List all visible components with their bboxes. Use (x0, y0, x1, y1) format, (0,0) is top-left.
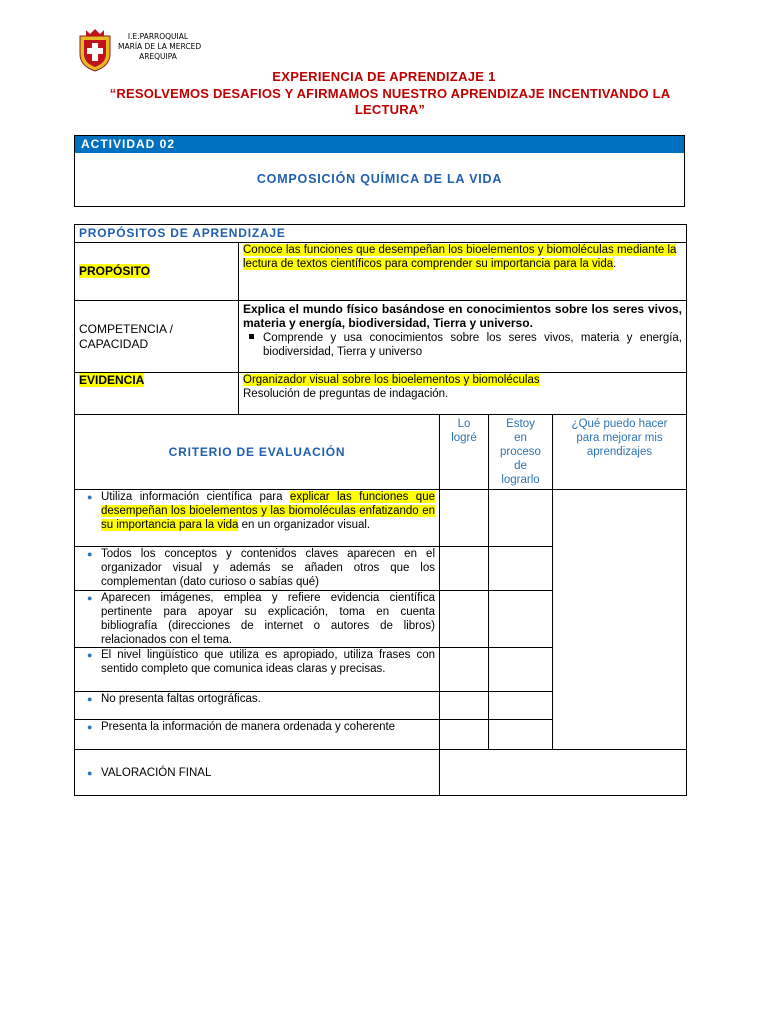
capacidad-item (243, 331, 682, 359)
competencia-cell (239, 301, 687, 373)
competencia-text: Explica el mundo físico basándose en conocimientos sobre los seres vivos, materia y energía, biodiversidad, Tierra y universo. (243, 302, 682, 330)
bullet-icon: ● (87, 593, 93, 603)
check-logre[interactable] (440, 547, 489, 591)
check-logre[interactable] (440, 490, 489, 547)
school-line: I.E.PARROQUIAL (127, 32, 189, 41)
check-proceso[interactable] (489, 547, 553, 591)
evidencia-cell (239, 373, 687, 415)
criterion-row (75, 490, 440, 547)
evidencia-text-1: Organizador visual sobre los bioelementos y biomoléculas (243, 374, 540, 386)
criterion-row (75, 547, 440, 591)
check-proceso[interactable] (489, 490, 553, 547)
proposito-cell (239, 243, 687, 301)
check-logre[interactable] (440, 591, 489, 648)
check-proceso[interactable] (489, 591, 553, 648)
evidencia-text-2: Resolución de preguntas de indagación. (243, 388, 449, 400)
school-line: MARÍA DE LA MERCED (118, 42, 202, 51)
document-title: EXPERIENCIA DE APRENDIZAJE 1 (272, 69, 496, 84)
school-line: AREQUIPA (139, 52, 177, 61)
improvement-cell[interactable] (553, 490, 687, 750)
criterion-text: El nivel lingüístico que utiliza es apropiado, utiliza frases con sentido completo que comunica ideas claras y precisas. (101, 649, 435, 675)
check-logre[interactable] (440, 720, 489, 750)
bullet-icon: ● (87, 549, 93, 559)
final-label: VALORACIÓN FINAL (101, 766, 212, 779)
final-value[interactable] (440, 750, 687, 796)
check-logre[interactable] (440, 648, 489, 692)
check-proceso[interactable] (489, 692, 553, 720)
competencia-label: COMPETENCIA / CAPACIDAD (75, 301, 239, 373)
bullet-icon: ● (87, 650, 93, 660)
check-proceso[interactable] (489, 648, 553, 692)
check-proceso[interactable] (489, 720, 553, 750)
bullet-icon: ● (87, 694, 93, 704)
capacidad-text: Comprende y usa conocimientos sobre los seres vivos, materia y energía, biodiversidad, Tierra y universo (263, 332, 682, 358)
proposito-end: . (613, 258, 617, 270)
col-mejorar: ¿Qué puedo hacer para mejorar mis aprendizajes (553, 415, 687, 490)
criterion-text: No presenta faltas ortográficas. (101, 693, 261, 705)
proposito-label: PROPÓSITO (79, 264, 151, 278)
criterion-text: Utiliza información científica para explicar las funciones que desempeñan los bioelementos y las biomoléculas enfatizando en su importancia para la vida en un organizador visual. (101, 491, 435, 531)
activity-label: ACTIVIDAD 02 (75, 136, 684, 153)
square-bullet-icon (249, 334, 254, 339)
activity-topic: COMPOSICIÓN QUÍMICA DE LA VIDA (256, 172, 503, 186)
proposito-label-cell (75, 243, 239, 301)
final-row (75, 750, 440, 796)
purposes-heading: PROPÓSITOS DE APRENDIZAJE (75, 225, 687, 243)
criterion-row (75, 591, 440, 648)
school-crest-icon (76, 28, 114, 72)
evidencia-label-cell (75, 373, 239, 415)
proposito-text: Conoce las funciones que desempeñan los bioelementos y biomoléculas mediante la lectura de textos científicos para comprender su importancia para la vida (243, 244, 677, 270)
col-logre: Lo logré (440, 415, 489, 490)
check-logre[interactable] (440, 692, 489, 720)
col-proceso: Estoy en proceso de lograrlo (489, 415, 553, 490)
bullet-icon: ● (87, 767, 93, 778)
learning-table (74, 224, 687, 796)
criterion-row (75, 720, 440, 750)
criterion-text: Todos los conceptos y contenidos claves aparecen en el organizador visual y además se añaden otros que los complementan (dato curioso o sabías qué) (101, 548, 435, 588)
bullet-icon: ● (87, 722, 93, 732)
school-name (118, 32, 202, 62)
criterion-text: Aparecen imágenes, emplea y refiere evidencia científica pertinente para apoyar su explicación, toma en cuenta bibliografía (direcciones de internet o autores de libros) relacionados con el tema. (101, 592, 435, 646)
bullet-icon: ● (87, 492, 93, 502)
criterion-row (75, 692, 440, 720)
document-subtitle: “RESOLVEMOS DESAFIOS Y AFIRMAMOS NUESTRO APRENDIZAJE INCENTIVANDO LA LECTURA” (109, 86, 671, 117)
criteria-heading: CRITERIO DE EVALUACIÓN (75, 415, 440, 490)
evidencia-label: EVIDENCIA (79, 373, 145, 387)
criterion-text: Presenta la información de manera ordenada y coherente (101, 721, 396, 733)
criterion-row (75, 648, 440, 692)
